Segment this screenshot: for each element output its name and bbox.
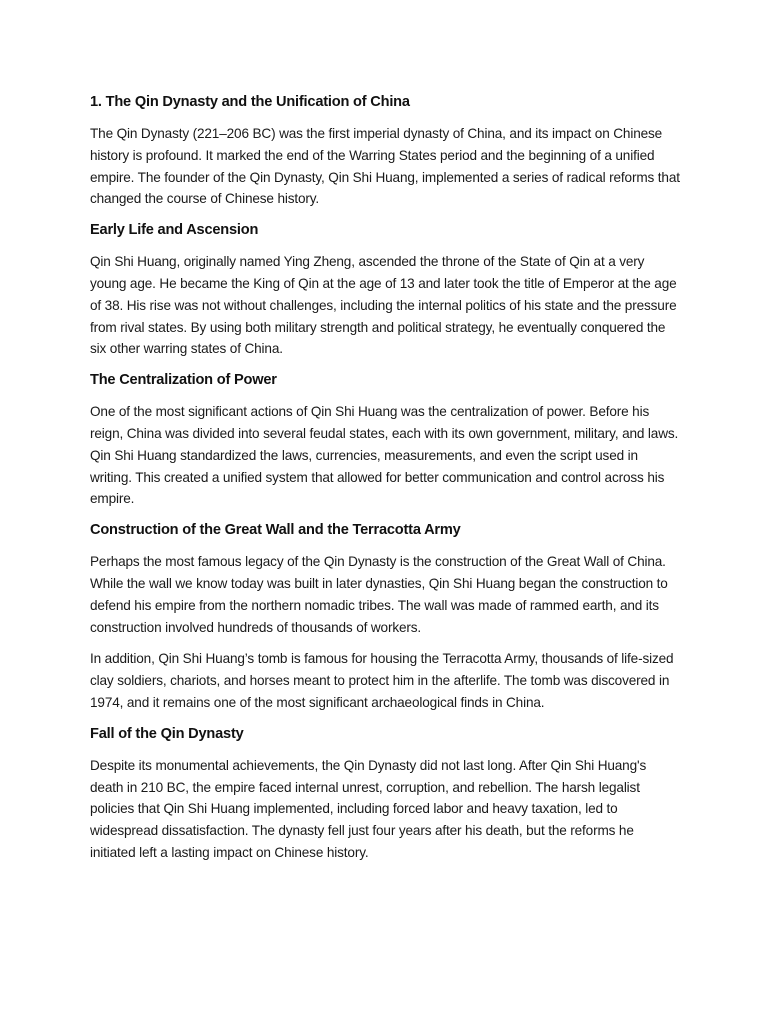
section-paragraph: Despite its monumental achievements, the Qin Dynasty did not last long. After Qin Shi Huang's death in 210 BC, the empire faced internal unrest, corruption, and rebellion. The harsh legalist policies that Qin Shi Huang implemented, including forced labor and heavy taxation, led to widespread dissatisfaction. The dynasty fell just four years after his death, but the reforms he initiated left a lasting impact on Chinese history. [90, 757, 647, 860]
document-page [90, 92, 682, 874]
section-early-life [90, 220, 682, 360]
section-fall [90, 724, 682, 864]
section-paragraph: In addition, Qin Shi Huang’s tomb is famous for housing the Terracotta Army, thousands of life-sized clay soldiers, chariots, and horses meant to protect him in the afterlife. The tomb was discovered in 1974, and it remains one of the most significant archaeological finds in China. [90, 651, 674, 710]
document-title: 1. The Qin Dynasty and the Unification of China [90, 94, 410, 110]
section-heading: Construction of the Great Wall and the Terracotta Army [90, 522, 461, 539]
section-paragraph: Perhaps the most famous legacy of the Qin Dynasty is the construction of the Great Wall of China. While the wall we know today was built in later dynasties, Qin Shi Huang began the construction to defend his empire from the northern nomadic tribes. The wall was made of rammed earth, and its construction involved hundreds of thousands of workers. [90, 554, 668, 635]
section-great-wall [90, 520, 682, 714]
section-heading: The Centralization of Power [90, 372, 277, 389]
section-heading: Fall of the Qin Dynasty [90, 725, 244, 742]
section-heading: Early Life and Ascension [90, 222, 259, 239]
section-paragraph: One of the most significant actions of Qin Shi Huang was the centralization of power. Before his reign, China was divided into several feudal states, each with its own government, military, and laws. Qin Shi Huang standardized the laws, currencies, measurements, and even the script used in writing. This created a unified system that allowed for better communication and control across his empire. [90, 404, 679, 507]
intro-paragraph: The Qin Dynasty (221–206 BC) was the first imperial dynasty of China, and its impact on Chinese history is profound. It marked the end of the Warring States period and the beginning of a unified empire. The founder of the Qin Dynasty, Qin Shi Huang, implemented a series of radical reforms that changed the course of Chinese history. [90, 126, 680, 207]
section-paragraph: Qin Shi Huang, originally named Ying Zheng, ascended the throne of the State of Qin at a very young age. He became the King of Qin at the age of 13 and later took the title of Emperor at the age of 38. His rise was not without challenges, including the internal politics of his state and the pressure from rival states. By using both military strength and political strategy, he eventually conquered the six other warring states of China. [90, 254, 677, 357]
section-centralization [90, 370, 682, 510]
